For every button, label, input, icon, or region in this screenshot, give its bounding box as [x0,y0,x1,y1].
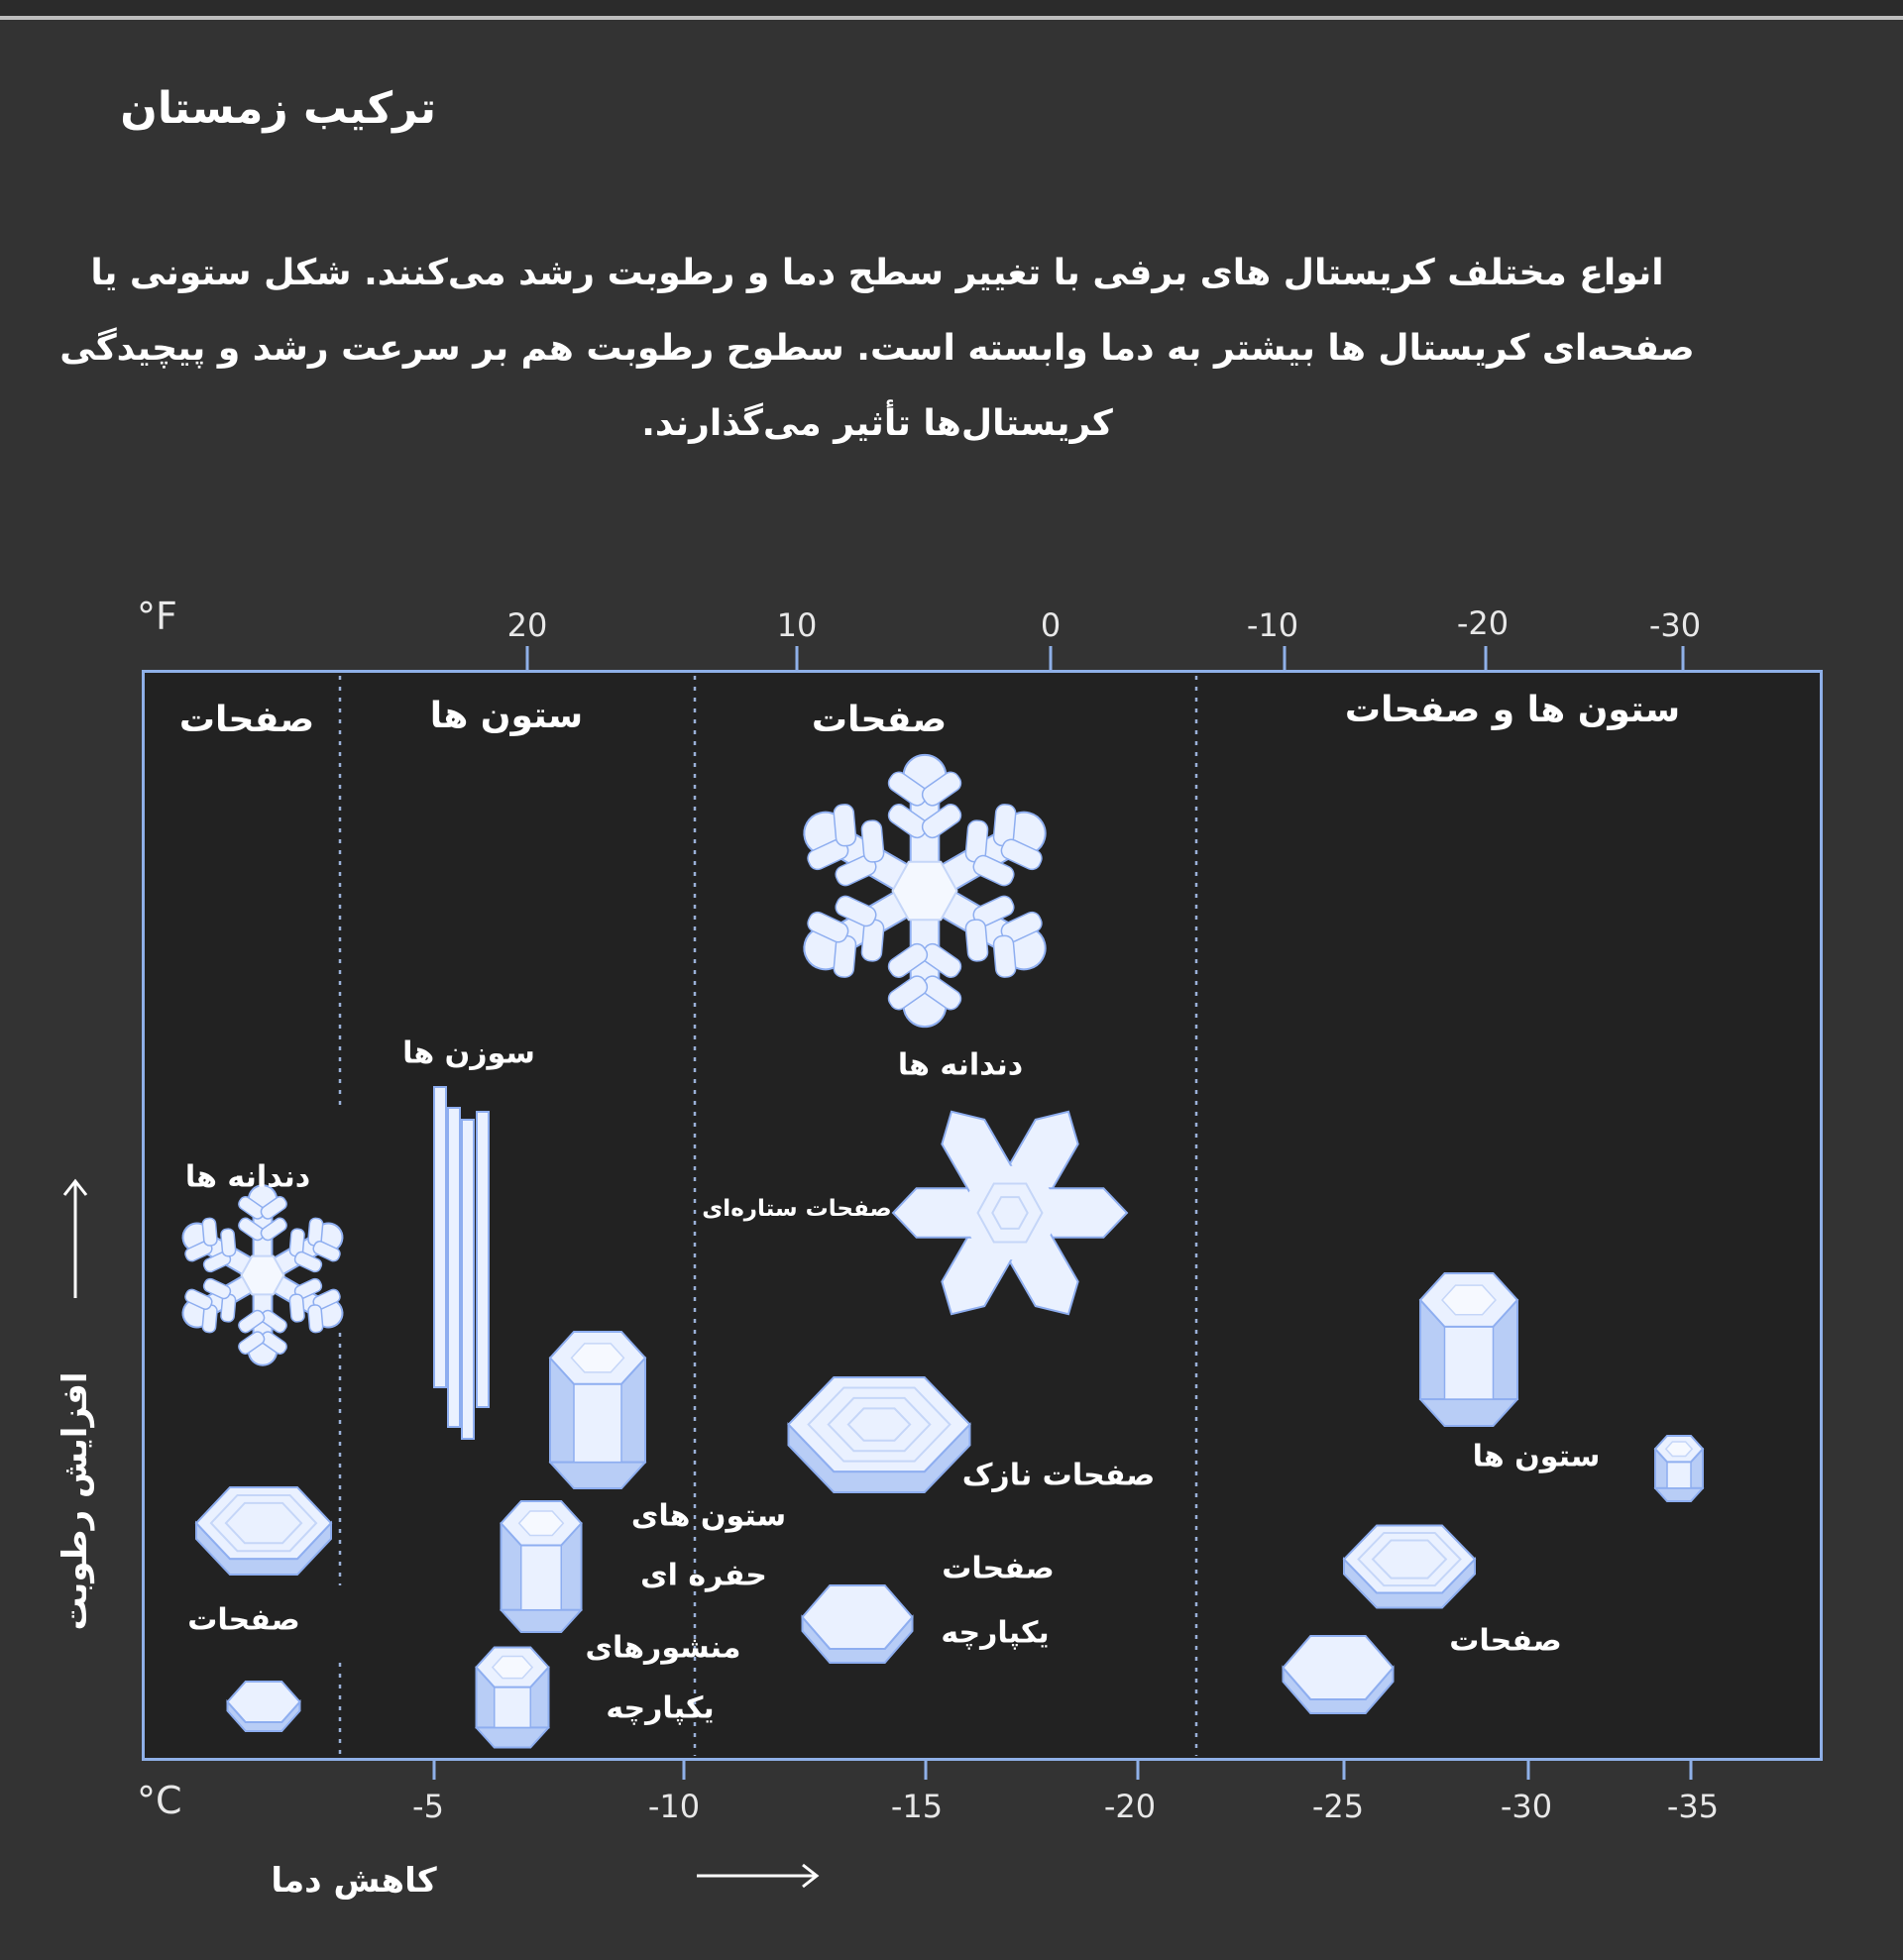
small-column-crystal-icon [1655,1436,1703,1501]
c-tick-label: -30 [1500,1788,1553,1825]
label-solid-prisms: منشورهای [585,1630,741,1666]
label-hollow-columns: حفره ای [640,1558,767,1593]
label-dendrites: دندانه ها [897,1047,1024,1083]
solid-plate-crystal-icon [803,1585,913,1663]
f-tick-label: 0 [1040,606,1062,644]
region-label-columns: ستون ها [429,696,584,736]
column-crystal-icon [1420,1273,1517,1426]
solid-plate-crystal-icon [1284,1636,1394,1713]
dendrite-crystal-icon [787,755,1062,1027]
label-thin-plates: صفحات نازک [961,1458,1156,1493]
hollow-column-crystal-icon [502,1501,582,1632]
needle-crystals-icon [434,1087,489,1439]
c-tick-label: -5 [412,1788,444,1825]
c-tick-label: -20 [1103,1788,1157,1825]
f-tick-label: 10 [776,606,818,644]
f-tick-label: 20 [506,606,548,644]
intro-paragraph: انواع مختلف کریستال های برفی با تغییر سطح دما و رطوبت رشد می‌کنند. شکل ستونی یا صفحه‌ای کریستال ها بیشتر به دما وابسته است. سطوح رطوبت هم بر سرعت رشد و پیچیدگی کریستال‌ها تأثیر می‌گذارند. [59,253,1695,444]
c-tick-label: -35 [1666,1788,1720,1825]
small-plate-crystal-icon [228,1682,300,1731]
fahrenheit-unit: °F [137,595,177,638]
label-hollow-columns: ستون های [630,1498,787,1534]
label-columns-right: ستون ها [1472,1439,1601,1474]
plate-crystal-icon [196,1487,331,1575]
label-stellar-plates: صفحات ستاره‌ای [702,1196,892,1222]
hollow-column-crystal-icon [550,1332,645,1488]
y-axis-label: افزایش رطوبت [56,1371,95,1631]
page-title: ترکیب زمستان [120,83,436,134]
small-dendrite-crystal-icon [171,1185,353,1364]
c-tick-label: -10 [647,1788,701,1825]
plate-crystal-icon [1344,1526,1475,1608]
label-solid-prisms: یکپارچه [606,1690,715,1726]
x-axis-label: کاهش دما [271,1861,437,1901]
f-tick-label: -20 [1456,604,1510,642]
f-tick-label: -10 [1246,606,1299,644]
label-solid-plates: یکپارچه [941,1615,1050,1651]
label-needles: سوزن ها [402,1035,535,1071]
c-tick-label: -25 [1311,1788,1365,1825]
thin-plate-crystal-icon [789,1377,970,1492]
f-tick-label: -30 [1648,606,1702,644]
c-tick-label: -15 [890,1788,944,1825]
celsius-unit: °C [137,1779,182,1822]
label-dendrites-left: دندانه ها [184,1159,311,1195]
label-solid-plates: صفحات [942,1551,1055,1586]
label-plates-right: صفحات [1449,1623,1562,1659]
stellar-plate-crystal-icon [893,1099,1127,1326]
region-label-plates-2: صفحات [811,700,948,740]
label-plates-left: صفحات [187,1602,300,1638]
region-label-columns-and-plates: ستون ها و صفحات [1344,690,1681,730]
region-label-plates-1: صفحات [178,700,315,740]
solid-prism-crystal-icon [477,1648,549,1748]
